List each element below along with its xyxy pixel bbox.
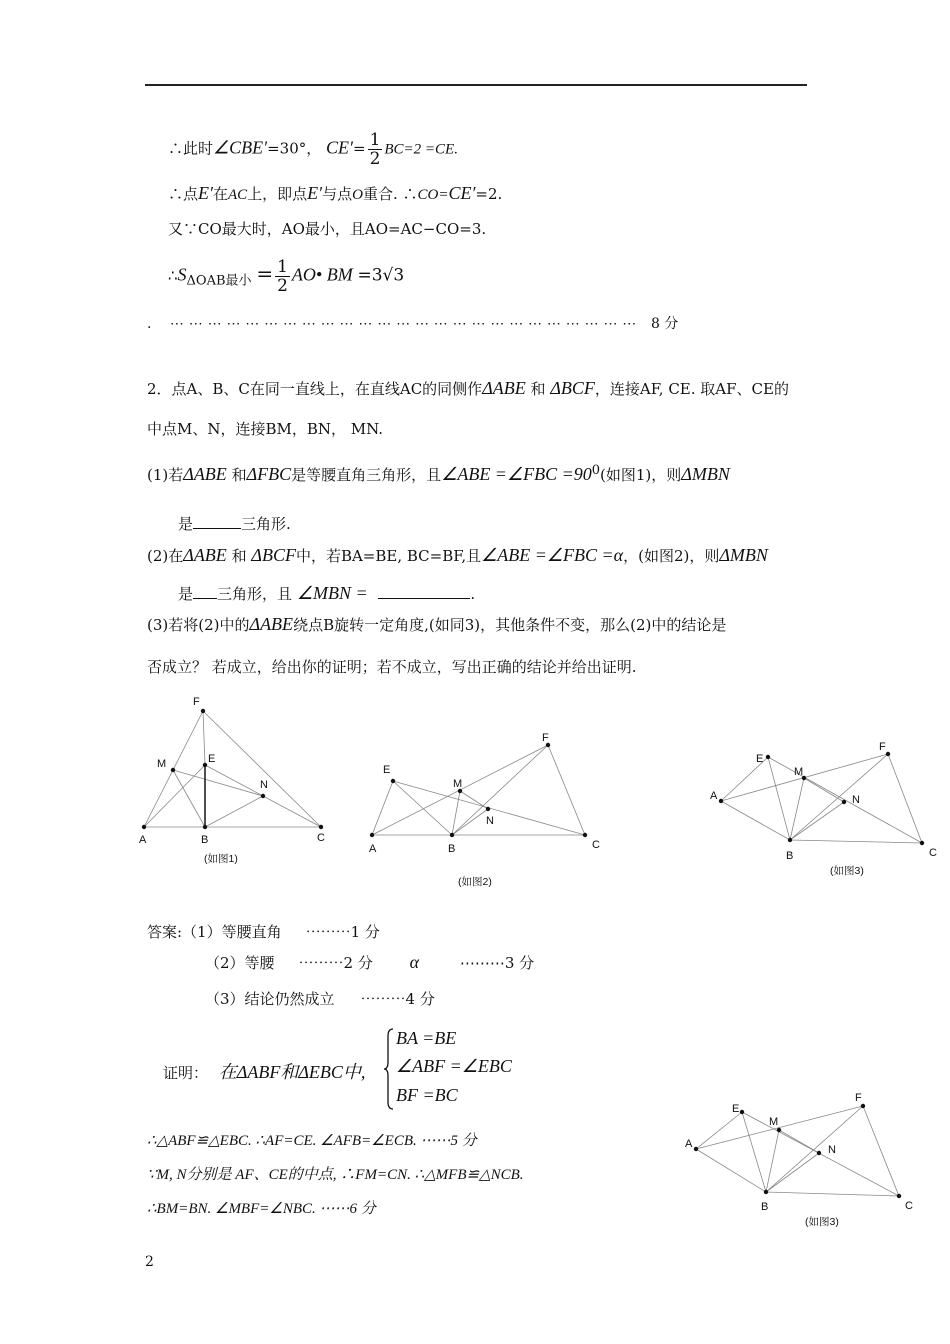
score-line: . ⋯ ⋯ ⋯ ⋯ ⋯ ⋯ ⋯ ⋯ ⋯ ⋯ ⋯ ⋯ ⋯ ⋯ ⋯ ⋯ ⋯ ⋯ ⋯ ⋯ ⋯ ⋯ ⋯ ⋯ ⋯ 8 分 bbox=[147, 316, 679, 332]
text: ∴此时 bbox=[168, 139, 214, 158]
label-e: E bbox=[208, 753, 216, 765]
line-1 bbox=[168, 131, 458, 168]
figure-caption: (如图3) bbox=[830, 865, 864, 877]
ce-expr: CE′ bbox=[326, 137, 353, 158]
answer-3: （3）结论仍然成立 ⋯⋯⋯4 分 bbox=[205, 990, 435, 1008]
header-rule bbox=[145, 84, 807, 86]
label-a: A bbox=[139, 834, 147, 846]
question-2: (2)在ΔABE 和 ΔBCF中，若BA=BE, BC=BF,且∠ABE =∠FBC =α，(如图2)，则ΔMBN bbox=[147, 545, 768, 565]
system-line-2: ∠ABF =∠EBC bbox=[396, 1056, 512, 1076]
label-a: A bbox=[685, 1138, 693, 1150]
label-c: C bbox=[905, 1200, 913, 1212]
label-b: B bbox=[786, 850, 794, 862]
proof-intro: 证明： 在ΔABF和ΔEBC中, bbox=[163, 1062, 366, 1082]
figure-caption: (如图2) bbox=[458, 876, 492, 888]
proof-line-1: ∴△ABF≌△EBC. ∴AF=CE. ∠AFB=∠ECB. ⋯⋯5 分 bbox=[147, 1133, 477, 1149]
proof-line-3: ∴BM=BN. ∠MBF=∠NBC. ⋯⋯6 分 bbox=[147, 1201, 376, 1217]
label-m: M bbox=[453, 778, 463, 790]
text: =30°， bbox=[267, 139, 322, 158]
system-line-3: BF =BC bbox=[396, 1085, 458, 1105]
figure-4 bbox=[680, 1090, 920, 1235]
label-b: B bbox=[448, 843, 456, 855]
label-f: F bbox=[542, 732, 549, 744]
angle-expr: ∠CBE′ bbox=[213, 137, 268, 158]
problem-intro-2: 中点M、N，连接BM，BN， MN. bbox=[147, 420, 384, 438]
text: BC=2 =CE. bbox=[384, 141, 458, 158]
label-f: F bbox=[879, 741, 886, 753]
label-a: A bbox=[710, 790, 718, 802]
question-1: (1)若ΔABE 和ΔFBC是等腰直角三角形，且∠ABE =∠FBC $=90^0$(如图1)，则ΔMBN bbox=[147, 463, 730, 484]
line-3: 又∵CO最大时，AO最小，且AO=AC−CO=3. bbox=[168, 220, 487, 238]
system-line-1: BA =BE bbox=[396, 1028, 457, 1048]
line-4: $\therefore S_{\Delta OAB最小}$ = $\frac{1}{2}$ AO• BM =3√3 bbox=[168, 257, 405, 296]
fraction: $\frac{1}{2}$ bbox=[277, 257, 288, 296]
brace bbox=[384, 1028, 394, 1110]
label-n: N bbox=[852, 794, 860, 806]
answer-2: （2）等腰 ⋯⋯⋯2 分 α ⋯⋯⋯3 分 bbox=[205, 952, 535, 972]
blank[interactable] bbox=[378, 598, 470, 599]
question-3: (3)若将(2)中的ΔABE绕点B旋转一定角度,(如同3)，其他条件不变，那么(2)中的结论是 bbox=[147, 614, 727, 634]
label-c: C bbox=[929, 847, 937, 859]
fraction: $\frac{1}{2}$ bbox=[369, 130, 381, 169]
text: = bbox=[352, 139, 366, 158]
line-2: ∴点E′在AC上，即点E′与点O重合. ∴CO=CE′=2. bbox=[168, 183, 503, 203]
label-c: C bbox=[317, 832, 325, 844]
label-f: F bbox=[193, 696, 200, 708]
question-3-line-2: 否成立？ 若成立，给出你的证明；若不成立，写出正确的结论并给出证明. bbox=[147, 658, 637, 676]
question-1-answer-line: 是 三角形. bbox=[178, 515, 291, 533]
answer-1: 答案:（1）等腰直角 ⋯⋯⋯1 分 bbox=[147, 923, 380, 941]
label-e: E bbox=[756, 753, 764, 765]
label-e: E bbox=[383, 764, 391, 776]
label-f: F bbox=[855, 1092, 862, 1104]
blank[interactable] bbox=[193, 598, 217, 599]
question-2-answer-line: 是 三角形，且 ∠MBN = . bbox=[178, 583, 476, 603]
label-n: N bbox=[486, 815, 494, 827]
figure-caption: (如图1) bbox=[204, 853, 238, 865]
label-m: M bbox=[794, 766, 804, 778]
proof-line-2: ∵M, N分别是 AF、CE的中点, ∴FM=CN. ∴△MFB≌△NCB. bbox=[147, 1167, 524, 1183]
figure-caption: (如图3) bbox=[805, 1216, 839, 1228]
label-m: M bbox=[769, 1116, 779, 1128]
label-e: E bbox=[732, 1103, 740, 1115]
label-c: C bbox=[592, 839, 600, 851]
label-a: A bbox=[369, 843, 377, 855]
blank[interactable] bbox=[193, 528, 241, 529]
label-b: B bbox=[761, 1201, 769, 1213]
problem-intro-1: 2．点A、B、C在同一直线上，在直线AC的同侧作ΔABE 和 ΔBCF，连接AF, CE. 取AF、CE的 bbox=[147, 378, 789, 398]
label-b: B bbox=[201, 834, 209, 846]
label-n: N bbox=[828, 1144, 836, 1156]
label-m: M bbox=[157, 758, 167, 770]
figure-row bbox=[0, 690, 950, 895]
page-number: 2 bbox=[145, 1254, 154, 1270]
label-n: N bbox=[260, 779, 268, 791]
